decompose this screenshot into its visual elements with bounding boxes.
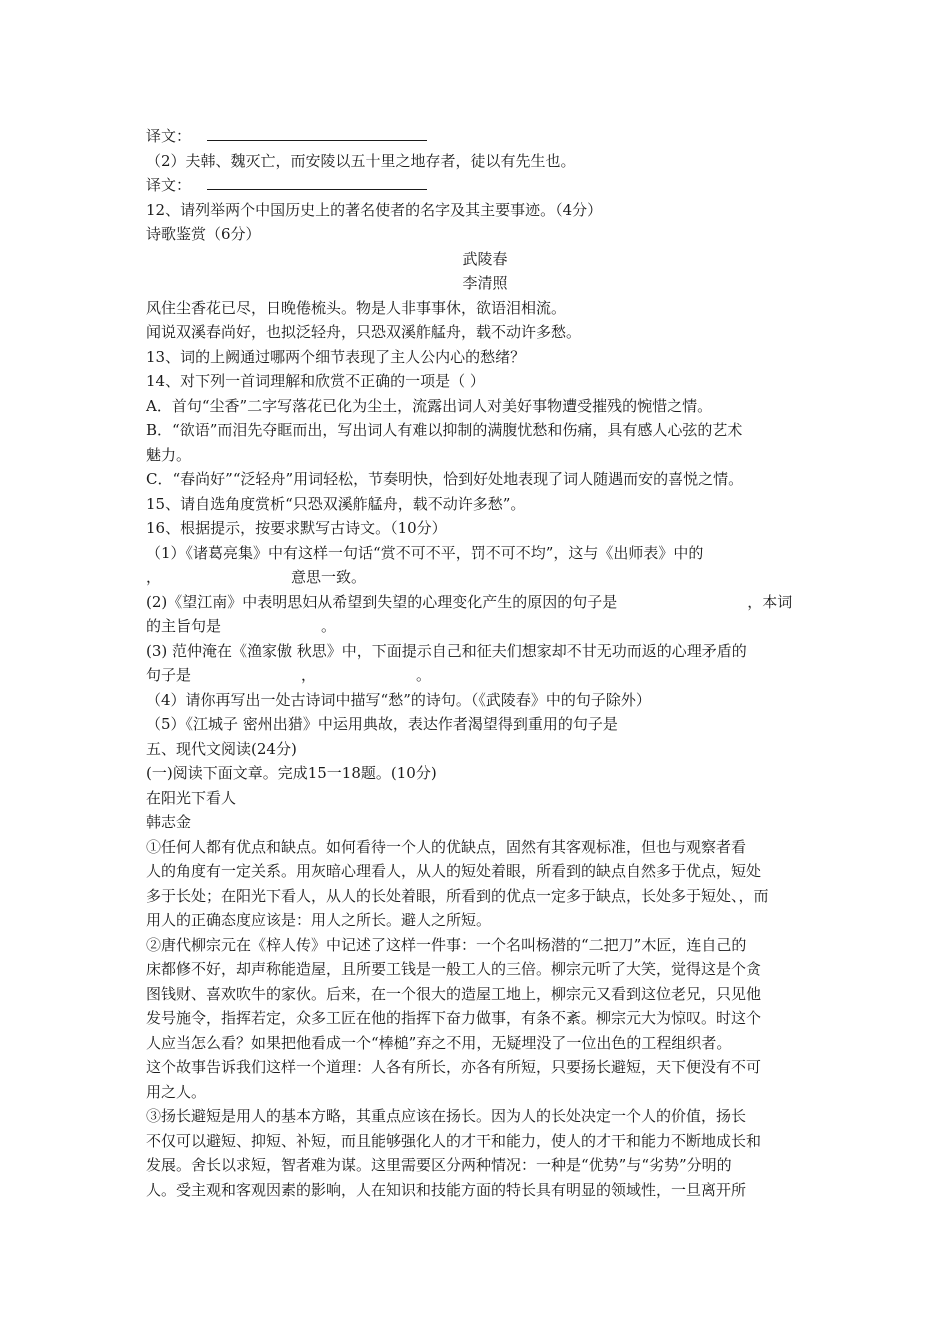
question-14: 14、对下列一首词理解和欣赏不正确的一项是（ ） (146, 372, 485, 390)
option-a: A．首句“尘香”二字写落花已化为尘土，流露出词人对美好事物遭受摧残的惋惜之情。 (146, 396, 713, 415)
sub-question-3-cont: 句子是 ， 。 (146, 666, 432, 684)
poem-author: 李清照 (462, 274, 508, 292)
question-13: 13、词的上阙通过哪两个细节表现了主人公内心的愁绪？ (146, 347, 526, 366)
poem-line: 闻说双溪春尚好，也拟泛轻舟，只恐双溪舴艋舟，载不动许多愁。 (146, 323, 582, 341)
answer-blank[interactable] (207, 126, 427, 141)
article-line: ③扬长避短是用人的基本方略，其重点应该在扬长。因为人的长处决定一个人的价值，扬长 (146, 1107, 747, 1125)
question-16: 16、根据提示，按要求默写古诗文。（10分） (146, 519, 447, 537)
article-line: 用之人。 (146, 1082, 207, 1101)
option-b: B．“欲语”而泪先夺眶而出，写出词人有难以抑制的满腹忧愁和伤痛，具有感人心弦的艺术 (146, 421, 743, 439)
option-c: C．“春尚好”“泛轻舟”用词轻松，节奏明快，恰到好处地表现了词人随遇而安的喜悦之情。 (146, 470, 744, 488)
article-line: 发号施令，指挥若定，众多工匠在他的指挥下奋力做事，有条不紊。柳宗元大为惊叹。时这个 (146, 1009, 762, 1027)
article-line: 人的角度有一定关系。用灰暗心理看人，从人的短处着眼，所看到的缺点自然多于优点，短处 (146, 862, 762, 880)
section-heading: 诗歌鉴赏（6分） (146, 225, 261, 243)
article-line: 床都修不好，却声称能造屋，且所要工钱是一般工人的三倍。柳宗元听了大笑，觉得这是个贪 (146, 960, 762, 978)
article-line: 这个故事告诉我们这样一个道理：人各有所长，亦各有所短，只要扬长避短，天下便没有不可 (146, 1058, 762, 1076)
sub-question-4: （4）请你再写出一处古诗词中描写“愁”的诗句。（《武陵春》中的句子除外） (146, 690, 651, 709)
reading-instruction: (一)阅读下面文章。完成15一18题。(10分) (146, 764, 437, 782)
sub-question-1: （1）《诸葛亮集》中有这样一句话“赏不可不平，罚不可不均”，这与《出师表》中的 (146, 543, 704, 562)
sub-question-5: （5）《江城子 密州出猎》中运用典故，表达作者渴望得到重用的句子是 (146, 715, 618, 733)
question-15: 15、请自选角度赏析“只恐双溪舴艋舟，载不动许多愁”。 (146, 494, 526, 513)
article-line: 不仅可以避短、抑短、补短，而且能够强化人的才干和能力，使人的才干和能力不断地成长和 (146, 1131, 762, 1150)
poem-title: 武陵春 (462, 249, 508, 268)
article-line: ②唐代柳宗元在《梓人传》中记述了这样一件事：一个名叫杨潜的“二把刀”木匠，连自己的 (146, 935, 747, 954)
article-line: 多于长处；在阳光下看人，从人的长处着眼，所看到的优点一定多于缺点，长处多于短处、，而 (146, 886, 769, 905)
poem-line: 风住尘香花已尽，日晚倦梳头。物是人非事事休，欲语泪相流。 (146, 298, 567, 317)
translation-line: 译文： (146, 124, 830, 149)
option-b-cont: 魅力。 (146, 445, 192, 464)
article-line: 人应当怎么看？如果把他看成一个“棒槌”弃之不用，无疑埋没了一位出色的工程组织者。 (146, 1033, 732, 1052)
sub-question-1-cont: ， 意思一致。 (146, 568, 367, 586)
article-line: 人。受主观和客观因素的影响，人在知识和技能方面的特长具有明显的领域性，一旦离开所 (146, 1180, 747, 1199)
section-heading: 五、现代文阅读(24分) (146, 739, 297, 758)
article-author: 韩志金 (146, 813, 192, 831)
translation-line: 译文： (146, 173, 830, 198)
sub-question-2: (2)《望江南》中表明思妇从希望到失望的心理变化产生的原因的句子是 ，本词 (146, 592, 793, 611)
article-line: 用人的正确态度应该是：用人之所长。避人之所短。 (146, 911, 492, 929)
article-title: 在阳光下看人 (146, 788, 237, 807)
answer-blank[interactable] (207, 175, 427, 190)
article-line: 图钱财、喜欢吹牛的家伙。后来，在一个很大的造屋工地上，柳宗元又看到这位老兄，只见他 (146, 984, 762, 1003)
question-12: 12、请列举两个中国历史上的著名使者的名字及其主要事迹。（4分） (146, 200, 603, 219)
sub-question-3: (3) 范仲淹在《渔家傲 秋思》中，下面提示自己和征夫们想家却不甘无功而返的心理矛盾的 (146, 641, 747, 660)
text-line: （2）夫韩、魏灭亡，而安陵以五十里之地存者，徒以有先生也。 (146, 151, 576, 170)
sub-question-2-cont: 的主旨句是 。 (146, 617, 337, 635)
article-line: 发展。舍长以求短，智者难为谋。这里需要区分两种情况：一种是“优势”与“劣势”分明的 (146, 1156, 732, 1174)
article-line: ①任何人都有优点和缺点。如何看待一个人的优缺点，固然有其客观标准，但也与观察者看 (146, 837, 747, 856)
